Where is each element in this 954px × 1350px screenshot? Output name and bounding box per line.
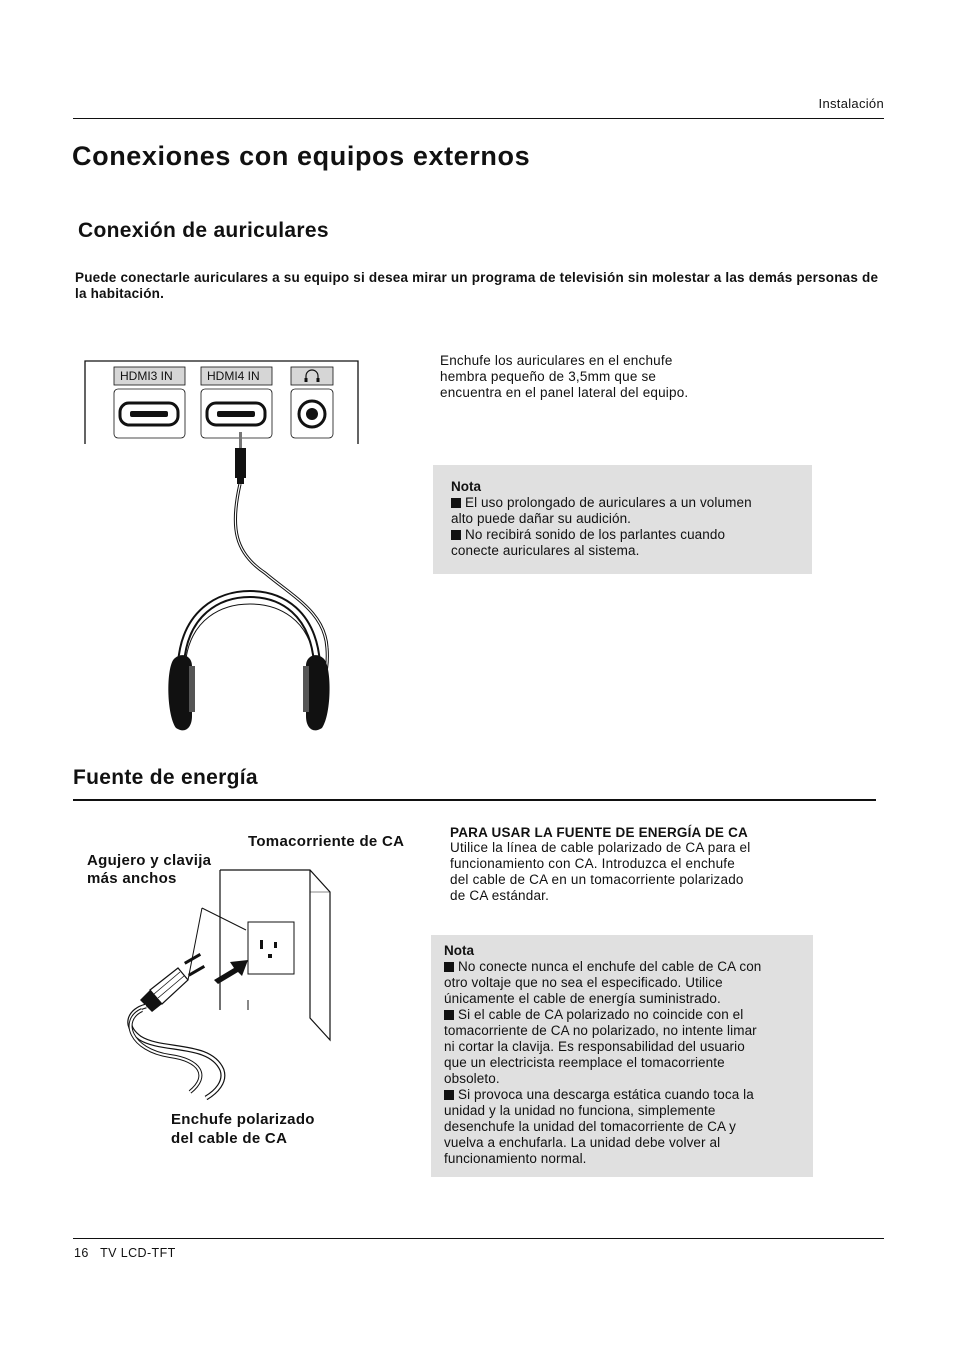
polarized-plug-label: Enchufe polarizado del cable de CA bbox=[171, 1111, 315, 1147]
footer-rule bbox=[73, 1238, 884, 1239]
footer bbox=[74, 1246, 176, 1260]
note-item: Si el cable de CA polarizado no coincide con el tomacorriente de CA no polarizado, no intente limar ni cortar la clavija. Es responsabilidad del usuario que un electricista reemplace el tomacorriente obsoleto. bbox=[444, 1007, 757, 1086]
wide-hole-label: Agujero y clavija más anchos bbox=[87, 852, 212, 887]
note-item: No conecte nunca el enchufe del cable de CA con otro voltaje que no sea el especificado. Utilice únicamente el cable de energía suministrado. bbox=[444, 959, 762, 1006]
wall-outlet-panel bbox=[220, 870, 330, 1040]
power-connection-diagram bbox=[110, 860, 350, 1100]
power-heading: Fuente de energía bbox=[73, 766, 258, 789]
note-item: No recibirá sonido de los parlantes cuando conecte auriculares al sistema. bbox=[451, 527, 726, 558]
power-usage-text: Utilice la línea de cable polarizado de CA para el funcionamiento con CA. Introduzca el enchufe del cable de CA en un tomacorriente polarizado de CA estándar. bbox=[450, 840, 751, 903]
headphones-icon bbox=[168, 594, 329, 730]
header-rule bbox=[73, 118, 884, 119]
hdmi3-port-label: HDMI3 IN bbox=[120, 369, 173, 383]
instruction-line: Enchufe los auriculares en el enchufe bbox=[440, 353, 673, 368]
page-title: Conexiones con equipos externos bbox=[72, 141, 531, 171]
instruction-line: hembra pequeño de 3,5mm que se bbox=[440, 369, 657, 384]
hdmi4-port-label: HDMI4 IN bbox=[207, 369, 260, 383]
instruction-line: encuentra en el panel lateral del equipo. bbox=[440, 385, 689, 400]
page-number: 16 bbox=[74, 1246, 89, 1260]
power-note-box bbox=[431, 935, 813, 1177]
headphones-note-box bbox=[433, 465, 812, 574]
headphones-heading: Conexión de auriculares bbox=[78, 219, 329, 242]
headphones-instruction bbox=[440, 353, 770, 401]
headphone-plug bbox=[235, 432, 246, 484]
header-section-label: Instalación bbox=[818, 96, 884, 111]
power-cable bbox=[130, 1006, 223, 1098]
headphones-intro: Puede conectarle auriculares a su equipo si desea mirar un programa de televisión sin molestar a las demás personas de la habitación. bbox=[75, 270, 879, 301]
bullet-square-icon bbox=[444, 962, 454, 972]
bullet-square-icon bbox=[451, 530, 461, 540]
product-name: TV LCD-TFT bbox=[100, 1246, 176, 1260]
outlet-label: Tomacorriente de CA bbox=[248, 833, 405, 850]
note-title: Nota bbox=[444, 943, 474, 958]
polarized-plug-icon bbox=[140, 953, 205, 1012]
bullet-square-icon bbox=[444, 1010, 454, 1020]
note-item: Si provoca una descarga estática cuando toca la unidad y la unidad no funciona, simplemente desenchufe la unidad del tomacorriente de CA y vuelva a enchufarla. La unidad debe volver al funcionamiento normal. bbox=[444, 1087, 754, 1166]
power-usage-title: PARA USAR LA FUENTE DE ENERGÍA DE CA bbox=[450, 825, 748, 840]
power-usage-block bbox=[450, 825, 810, 904]
bullet-square-icon bbox=[444, 1090, 454, 1100]
insert-arrow-icon bbox=[214, 960, 248, 984]
note-item: El uso prolongado de auriculares a un volumen alto puede dañar su audición. bbox=[451, 495, 752, 526]
note-title: Nota bbox=[451, 479, 481, 494]
headphone-connection-diagram bbox=[80, 358, 370, 738]
bullet-square-icon bbox=[451, 498, 461, 508]
power-heading-rule bbox=[73, 799, 876, 801]
